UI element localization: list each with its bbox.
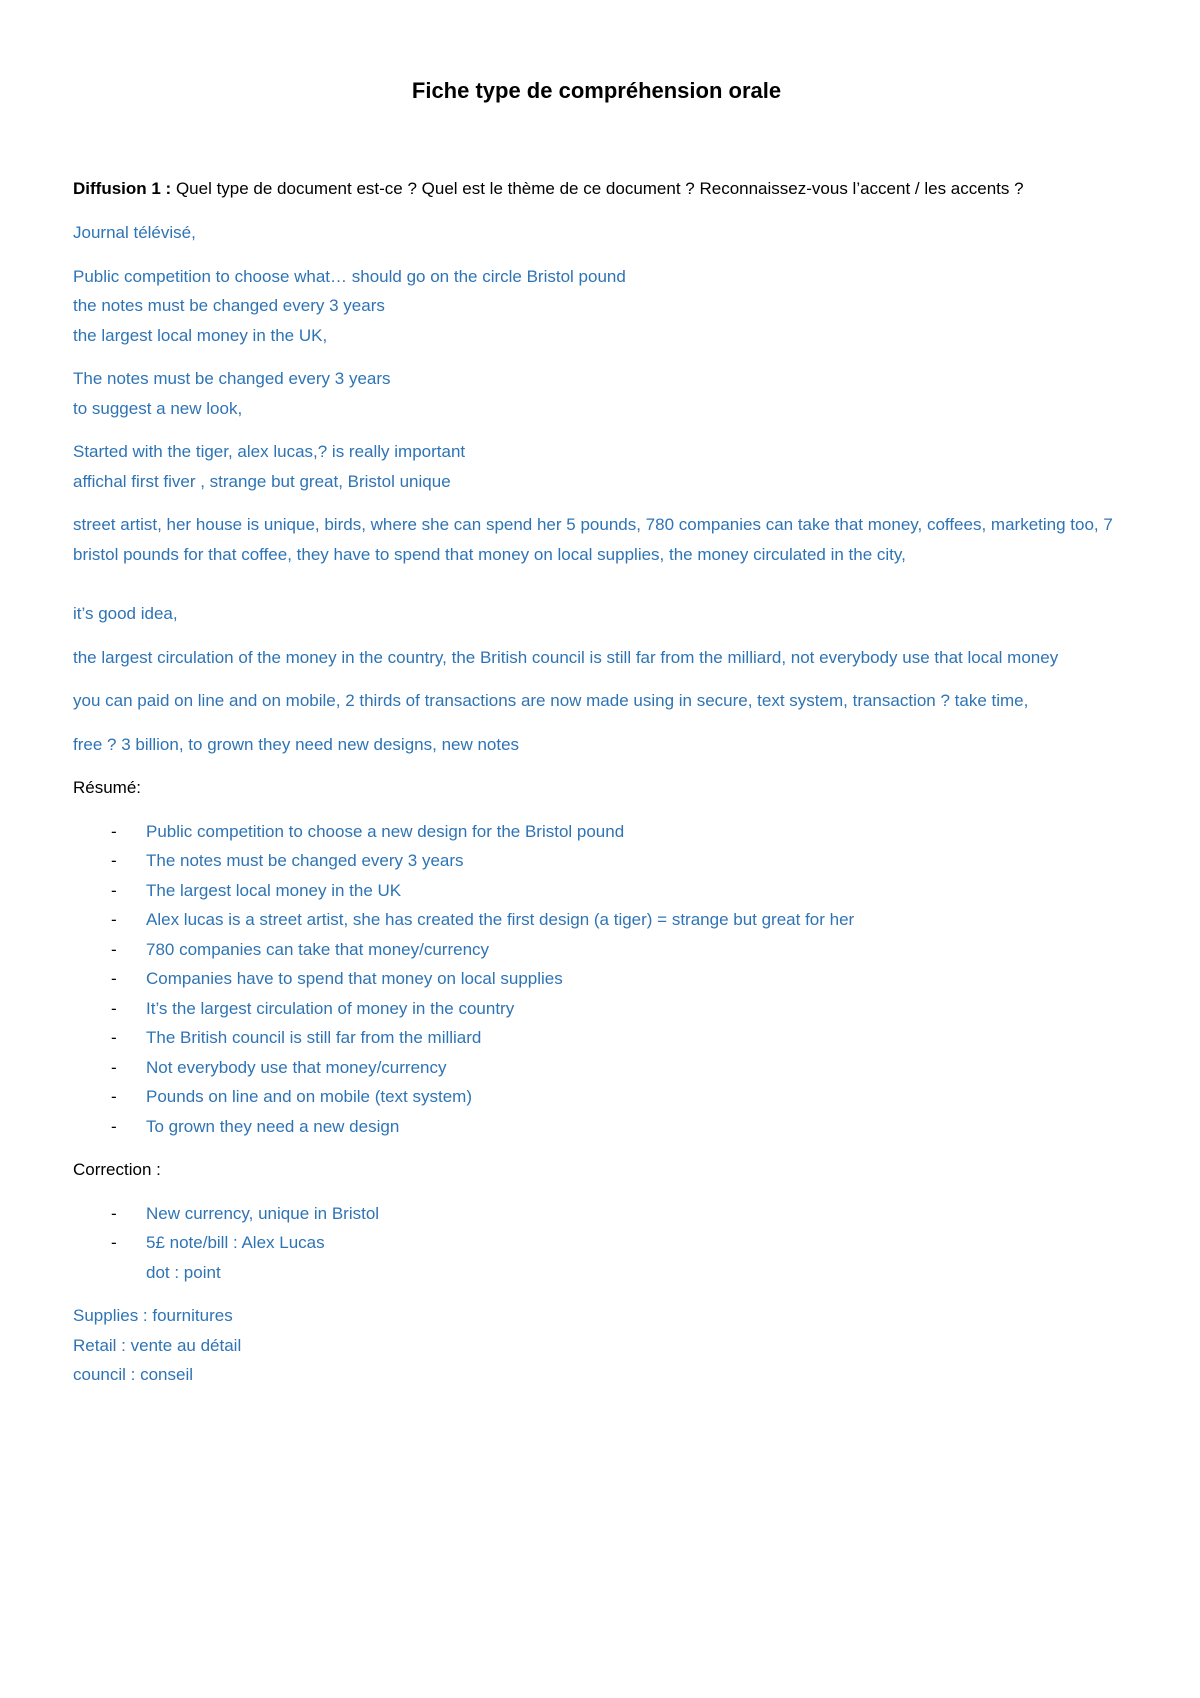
list-item-text: Not everybody use that money/currency: [146, 1057, 447, 1077]
list-item-text: It’s the largest circulation of money in the country: [146, 998, 515, 1018]
resume-heading: Résumé:: [73, 778, 142, 797]
note-line: the largest local money in the UK,: [73, 325, 328, 345]
note-line: affichal first fiver , strange but great, Bristol unique: [73, 471, 451, 491]
dash-bullet: -: [111, 998, 117, 1018]
resume-list: [73, 817, 1120, 1142]
correction-list: [73, 1199, 1120, 1288]
dash-bullet: -: [111, 1233, 117, 1252]
note-line: to suggest a new look,: [73, 398, 243, 418]
dash-bullet: -: [111, 1116, 117, 1136]
list-item-text: Public competition to choose a new design for the Bristol pound: [146, 821, 625, 841]
list-item: [111, 876, 1120, 906]
page-title: Fiche type de compréhension orale: [411, 78, 782, 103]
dash-bullet: -: [111, 1028, 117, 1047]
note-paragraph-2: [73, 262, 1120, 351]
question-text: Quel type de document est-ce ? Quel est le thème de ce document ? Reconnaissez-vous l’accent / les accents ?: [171, 179, 1024, 198]
note-line: Public competition to choose what… should go on the circle Bristol pound: [73, 266, 626, 286]
note-paragraph-9: [73, 730, 1120, 760]
vocabulary-block: [73, 1301, 1120, 1390]
list-item: [111, 1053, 1120, 1083]
list-item: [111, 935, 1120, 965]
note-paragraph-7: [73, 643, 1120, 673]
dash-bullet: -: [111, 1057, 117, 1077]
list-item: [111, 1112, 1120, 1142]
list-item: [111, 994, 1120, 1024]
dash-bullet: -: [111, 851, 117, 870]
dash-bullet: -: [111, 910, 117, 929]
list-item-continuation: [111, 1258, 1120, 1288]
list-item: [111, 1199, 1120, 1229]
note-line: street artist, her house is unique, birds, where she can spend her 5 pounds, 780 companies can take that money, coffees, marketing too, 7 bristol pounds for that coffee, they have to spend that money on local supplies, the money circulated in the city,: [73, 515, 1113, 564]
note-paragraph-5: [73, 510, 1120, 569]
note-line: The notes must be changed every 3 years: [73, 369, 391, 388]
note-paragraph-8: [73, 686, 1120, 716]
list-item-text: The notes must be changed every 3 years: [146, 851, 464, 870]
question-label: Diffusion 1 :: [73, 179, 172, 198]
note-paragraph-3: [73, 364, 1120, 423]
list-item-text: The British council is still far from the milliard: [146, 1028, 482, 1047]
list-item-text: Alex lucas is a street artist, she has created the first design (a tiger) = strange but great for her: [146, 910, 855, 929]
list-item-text: 780 companies can take that money/currency: [146, 939, 490, 959]
list-item: [111, 905, 1120, 935]
dash-bullet: -: [111, 880, 117, 900]
list-item-text: To grown they need a new design: [146, 1116, 400, 1136]
list-item-text: Companies have to spend that money on local supplies: [146, 969, 563, 988]
dash-bullet: -: [111, 969, 117, 988]
list-item: [111, 1082, 1120, 1112]
vocabulary-line: Supplies : fournitures: [73, 1306, 233, 1325]
note-line: you can paid on line and on mobile, 2 thirds of transactions are now made using in secure, text system, transaction ? take time,: [73, 691, 1029, 710]
note-line: Journal télévisé,: [73, 223, 196, 242]
list-item: [111, 846, 1120, 876]
note-paragraph-1: [73, 218, 1120, 248]
list-item: [111, 964, 1120, 994]
vocabulary-line: Retail : vente au détail: [73, 1335, 242, 1355]
dash-bullet: -: [111, 1203, 117, 1223]
list-item: [111, 817, 1120, 847]
list-item-text: dot : point: [146, 1262, 221, 1282]
note-line: free ? 3 billion, to grown they need new designs, new notes: [73, 734, 520, 754]
note-line: the largest circulation of the money in the country, the British council is still far from the milliard, not everybody use that local money: [73, 647, 1059, 667]
list-item-text: The largest local money in the UK: [146, 880, 402, 900]
list-item: [111, 1023, 1120, 1053]
list-item: [111, 1228, 1120, 1258]
note-line: Started with the tiger, alex lucas,? is really important: [73, 442, 466, 461]
dash-bullet: -: [111, 939, 117, 959]
note-paragraph-4: [73, 437, 1120, 496]
dash-bullet: -: [111, 1087, 117, 1106]
list-item-text: New currency, unique in Bristol: [146, 1203, 380, 1223]
note-paragraph-6: [73, 599, 1120, 629]
dash-bullet: -: [111, 821, 117, 841]
note-line: it’s good idea,: [73, 604, 178, 623]
question-paragraph: [73, 174, 1120, 204]
vocabulary-line: council : conseil: [73, 1365, 194, 1384]
list-item-text: 5£ note/bill : Alex Lucas: [146, 1233, 325, 1252]
note-line: the notes must be changed every 3 years: [73, 296, 385, 315]
list-item-text: Pounds on line and on mobile (text system): [146, 1087, 473, 1106]
correction-heading: Correction :: [73, 1160, 161, 1179]
